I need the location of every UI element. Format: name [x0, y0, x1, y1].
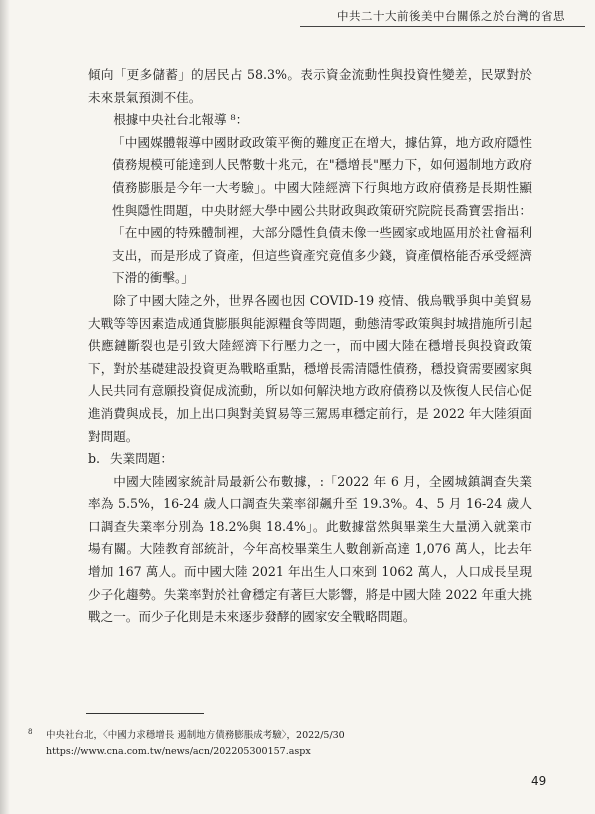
section-marker: b.: [88, 451, 101, 467]
footnote-rule: [86, 713, 204, 714]
paragraph-cna-intro: 根據中央社台北報導 ⁸：: [113, 112, 249, 128]
paragraph-global-factors: 除了中國大陸之外，世界各國也因 COVID-19 疫情、俄烏戰爭與中美貿易大戰等等因素造成通貨膨脹與能源糧食等問題，動態清零政策與封城措施所引起供應鏈斷裂也是引致大陸經濟下行壓力之一，而中國大陸在穩增長與投資政策下，對於基礎建設投資更為戰略重點，穩增長需清隱性債務，穩投資需要國家與人民共同有意願投資促成流動，所以如何解決地方政府債務以及恢復人民信心促進消費與成長，加上出口與對美貿易等三駕馬車穩定前行，是 2022 年大陸須面對問題。: [88, 292, 532, 444]
running-header-title: 中共二十大前後美中台關係之於台灣的省思: [337, 9, 565, 23]
paragraph-savings: 傾向「更多儲蓄」的居民占 58.3%。表示資金流動性與投資性變差，民眾對於未來景氣預測不佳。: [88, 67, 532, 105]
footnote-url: https://www.cna.com.tw/news/acn/202205300157.aspx: [46, 746, 311, 758]
binding-shadow: [0, 0, 10, 814]
block-quote-cna: 「中國媒體報導中國財政政策平衡的難度正在增大，據估算，地方政府隱性債務規模可能達到人民幣數十兆元，在"穩增長"壓力下，如何遏制地方政府債務膨脹是今年一大考驗」。中國大陸經濟下行與地方政府債務是長期性顯性與隱性問題，中央財經大學中國公共財政與政策研究院院長喬寶雲指出：「在中國的特殊體制裡，大部分隱性負債未像一些國家或地區用於社會福利支出，而是形成了資產，但這些資產究竟值多少錢，資產價格能否承受經濟下滑的衝擊。」: [112, 134, 532, 286]
page-number: 49: [531, 774, 547, 788]
section-heading-unemployment: [88, 448, 532, 471]
paragraph-unemployment: 中國大陸國家統計局最新公布數據，:「2022 年 6 月，全國城鎮調查失業率為 5.5%，16-24 歲人口調查失業率卻飆升至 19.3%。4、5 月 16-24 歲人口調查失業率分別為 18.2%與 18.4%」。此數據當然與畢業生大量湧入就業市場有關。大陸教育部統計，今年高校畢業生人數創新高達 1,076 萬人，比去年增加 167 萬人。而中國大陸 2021 年出生人口來到 1062 萬人，人口成長呈現少子化趨勢。失業率對於社會穩定有著巨大影響，將是中國大陸 2022 年重大挑戰之一。而少子化則是未來逐步發酵的國家安全戰略問題。: [88, 473, 532, 625]
header-rule: [300, 26, 585, 27]
footnote-mark: 8: [28, 728, 33, 736]
body-text: [88, 64, 532, 629]
footnote-citation-text: 中央社台北，〈中國力求穩增長 遏制地方債務膨脹成考驗〉，2022/5/30: [46, 730, 345, 742]
footnote-citation: [28, 724, 548, 744]
section-title: 失業問題：: [110, 451, 173, 467]
footnote: [28, 724, 548, 760]
